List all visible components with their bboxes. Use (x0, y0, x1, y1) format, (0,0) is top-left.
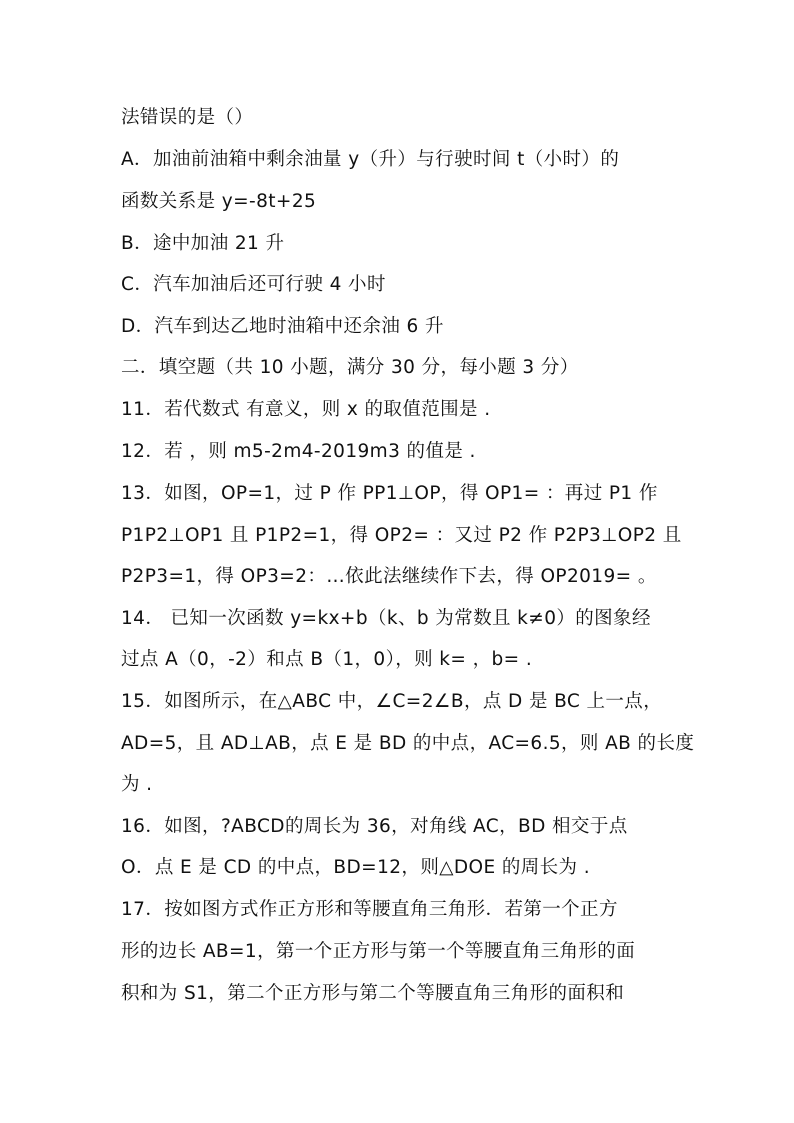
question-15-line-1: 15．如图所示，在△ABC 中，∠C=2∠B，点 D 是 BC 上一点， (121, 691, 663, 712)
question-13-line-1: 13．如图，OP=1，过 P 作 PP1⊥OP，得 OP1= ：再过 P1 作 (121, 483, 658, 504)
question-14-line-2: 过点 A（0，-2）和点 B（1，0），则 k= ，b= . (121, 649, 533, 670)
text-line: 法错误的是（） (121, 107, 254, 128)
question-14-line-1: 14． 已知一次函数 y=kx+b（k、b 为常数且 k≠0）的图象经 (121, 608, 651, 629)
option-b-line: B．途中加油 21 升 (121, 233, 285, 254)
question-15-line-3: 为 . (121, 774, 153, 795)
question-17-line-2: 形的边长 AB=1，第一个正方形与第一个等腰直角三角形的面 (121, 941, 636, 962)
question-13-line-3: P2P3=1，得 OP3=2：…依此法继续作下去，得 OP2019= 。 (121, 566, 657, 587)
option-a-line-2: 函数关系是 y=-8t+25 (121, 191, 317, 212)
question-17-line-3: 积和为 S1，第二个正方形与第二个等腰直角三角形的面积和 (121, 983, 625, 1004)
question-16-line-1: 16．如图，?ABCD的周长为 36，对角线 AC，BD 相交于点 (121, 816, 628, 837)
option-d-line: D．汽车到达乙地时油箱中还余油 6 升 (121, 316, 444, 337)
option-c-line: C．汽车加油后还可行驶 4 小时 (121, 274, 386, 295)
question-12: 12．若 ，则 m5-2m4-2019m3 的值是 . (121, 441, 476, 462)
question-15-line-2: AD=5，且 AD⊥AB，点 E 是 BD 的中点，AC=6.5，则 AB 的长度 (121, 733, 695, 754)
option-a-line-1: A．加油前油箱中剩余油量 y（升）与行驶时间 t（小时）的 (121, 149, 620, 170)
question-13-line-2: P1P2⊥OP1 且 P1P2=1，得 OP2= ：又过 P2 作 P2P3⊥OP2 且 (121, 525, 682, 546)
question-16-line-2: O．点 E 是 CD 的中点，BD=12，则△DOE 的周长为 . (121, 857, 590, 878)
question-11: 11．若代数式 有意义，则 x 的取值范围是 . (121, 399, 491, 420)
section-heading: 二．填空题（共 10 小题，满分 30 分，每小题 3 分） (121, 357, 579, 378)
question-17-line-1: 17．按如图方式作正方形和等腰直角三角形．若第一个正方 (121, 899, 618, 920)
